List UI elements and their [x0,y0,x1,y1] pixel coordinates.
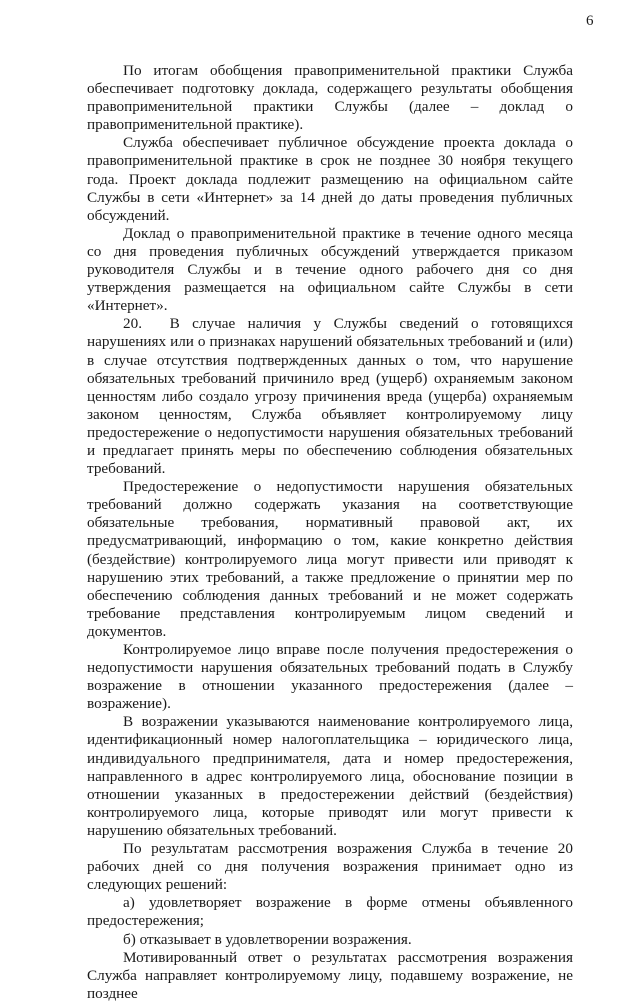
paragraph-report-preparation: По итогам обобщения правоприменительной практики Служба обеспечивает подготовку доклада, содержащего результаты обобщения правоприменительной практики Службы (далее – доклад о правоприменительной практике). [87,62,573,134]
paragraph-warning-content: Предостережение о недопустимости нарушения обязательных требований должно содержать указания на соответствующие обязательные требования, нормативный правовой акт, их предусматривающий, информацию о том, какие конкретно действия (бездействие) контролируемого лица могут привести или приводят к нарушению этих требований, а также предложение о принятии мер по обеспечению соблюдения данных требований и не может содержать требование представления контролируемым лицом сведений и документов. [87,478,573,640]
paragraph-report-approval: Доклад о правоприменительной практике в течение одного месяца со дня проведения публичных обсуждений утверждается приказом руководителя Службы и в течение одного рабочего дня со дня утверждения размещается на официальном сайте Службы в сети «Интернет». [87,224,573,315]
document-body [87,62,573,1003]
page-number: 6 [586,13,594,29]
paragraph-motivated-response: Мотивированный ответ о результатах рассмотрения возражения Служба направляет контролируемому лицу, подавшему возражение, не позднее [87,948,573,1002]
paragraph-item-20: 20. В случае наличия у Службы сведений о готовящихся нарушениях или о признаках нарушений обязательных требований и (или) в случае отсутствия подтвержденных данных о том, что нарушение обязательных требований причинило вред (ущерб) охраняемым законом ценностям либо создало угрозу причинения вреда (ущерба) охраняемым законом ценностям, Служба объявляет контролируемому лицу предостережение о недопустимости нарушения обязательных требований и предлагает принять меры по обеспечению соблюдения обязательных требований. [87,315,573,478]
paragraph-decision-b: б) отказывает в удовлетворении возражения. [123,930,412,948]
paragraph-decision-a: а) удовлетворяет возражение в форме отмены объявленного предостережения; [87,894,573,930]
paragraph-public-discussion: Служба обеспечивает публичное обсуждение проекта доклада о правоприменительной практике в срок не позднее 30 ноября текущего года. Проект доклада подлежит размещению на официальном сайте Службы в сети «Интернет» за 14 дней до даты проведения публичных обсуждений. [87,134,573,224]
paragraph-objection-right: Контролируемое лицо вправе после получения предостережения о недопустимости нарушения обязательных требований подать в Службу возражение в отношении указанного предостережения (далее – возражение). [87,641,573,713]
paragraph-objection-review: По результатам рассмотрения возражения Служба в течение 20 рабочих дней со дня получения возражения принимает одно из следующих решений: [87,840,573,894]
paragraph-objection-details: В возражении указываются наименование контролируемого лица, идентификационный номер налогоплательщика – юридического лица, индивидуального предпринимателя, дата и номер предостережения, направленного в адрес контролируемого лица, обоснование позиции в отношении указанных в предостережении действий (бездействия) контролируемого лица, которые приводят или могут привести к нарушению обязательных требований. [87,713,573,839]
